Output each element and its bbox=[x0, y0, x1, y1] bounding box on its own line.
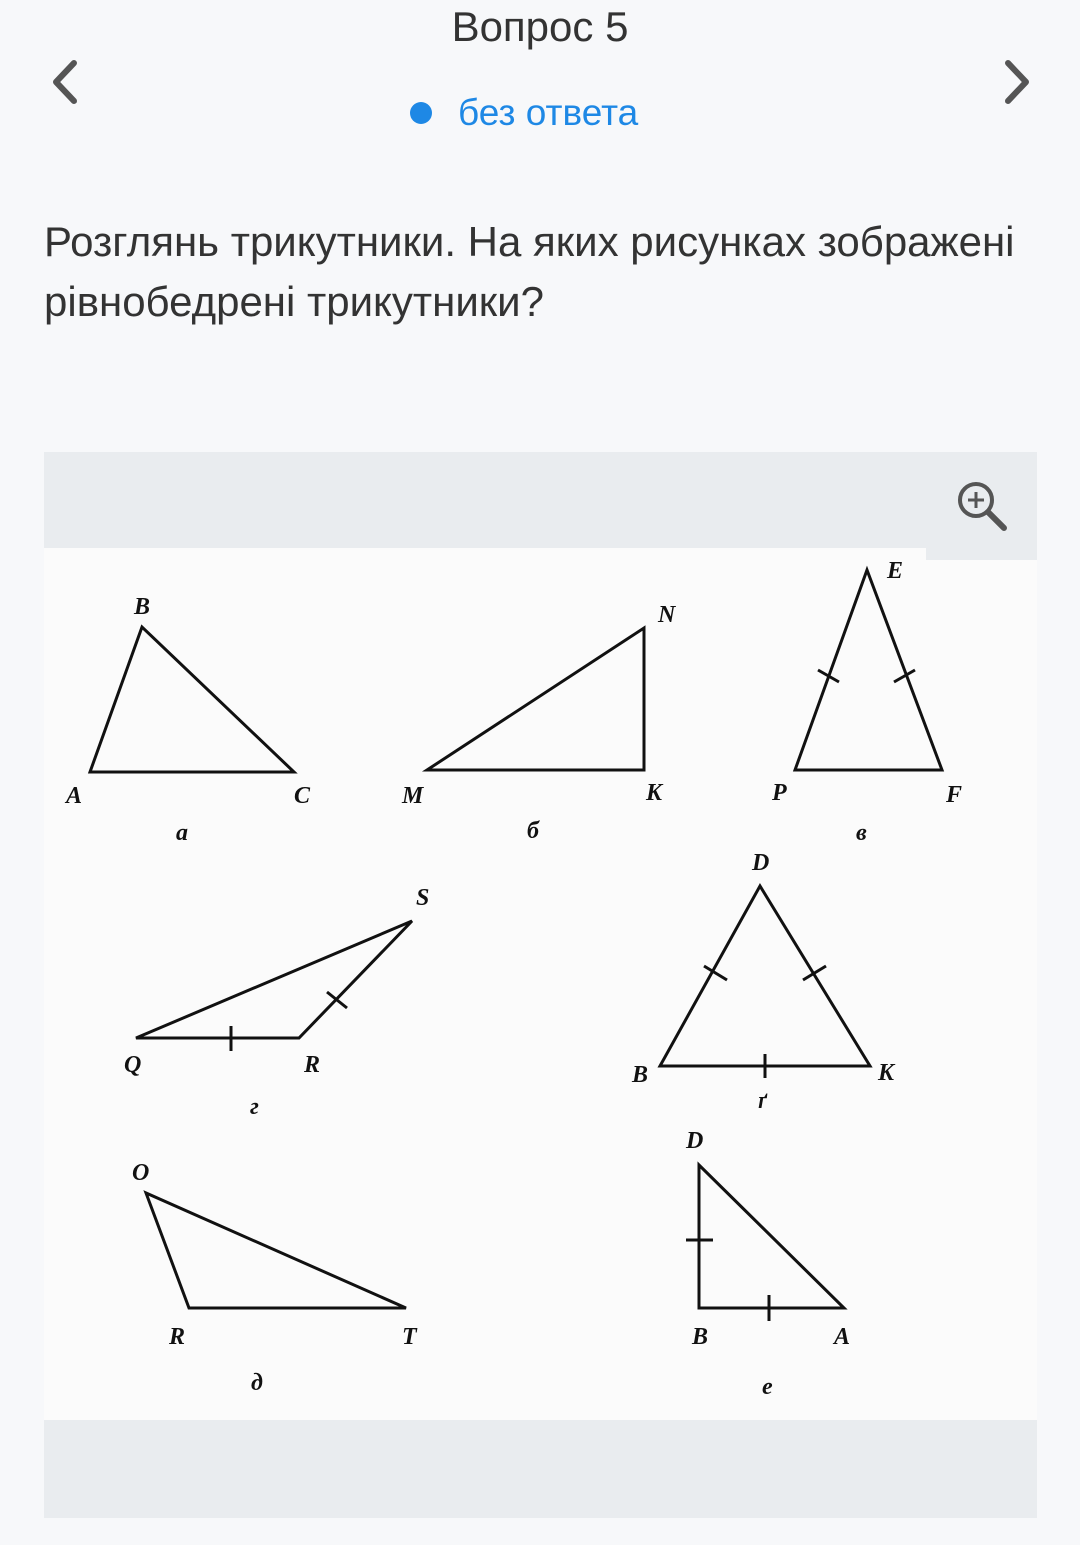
vertex-label: C bbox=[294, 783, 311, 809]
zoom-in-icon bbox=[954, 478, 1010, 534]
question-text: Розглянь трикутники. На яких рисунках зображені рівнобедрені трикутники? bbox=[44, 218, 1015, 325]
status-text: без ответа bbox=[458, 92, 639, 133]
figure-caption: д bbox=[251, 1370, 263, 1396]
vertex-label: S bbox=[416, 885, 430, 911]
vertex-label: B bbox=[692, 1324, 709, 1350]
figure-caption: е bbox=[762, 1374, 773, 1400]
triangle-g-prime bbox=[660, 886, 870, 1066]
vertex-label: D bbox=[752, 850, 770, 876]
vertex-label: T bbox=[402, 1324, 417, 1350]
chevron-right-icon bbox=[996, 57, 1036, 107]
triangle-a bbox=[90, 627, 294, 772]
vertex-label: A bbox=[834, 1324, 851, 1350]
answer-status bbox=[410, 88, 638, 138]
figure-caption: в bbox=[856, 820, 867, 846]
triangle-d bbox=[146, 1193, 406, 1308]
vertex-label: D bbox=[686, 1128, 704, 1154]
vertex-label: K bbox=[646, 780, 663, 806]
question-header bbox=[0, 0, 1080, 170]
triangle-e bbox=[699, 1165, 844, 1308]
next-question-button[interactable] bbox=[986, 52, 1046, 112]
vertex-label: N bbox=[658, 602, 676, 628]
figure-caption: б bbox=[527, 818, 539, 844]
vertex-label: B bbox=[632, 1062, 649, 1088]
triangle-v bbox=[795, 570, 942, 770]
vertex-label: F bbox=[946, 782, 963, 808]
vertex-label: B bbox=[134, 594, 151, 620]
triangle-b bbox=[427, 628, 644, 770]
triangles-drawing bbox=[44, 548, 1037, 1420]
vertex-label: E bbox=[887, 558, 904, 584]
vertex-label: O bbox=[132, 1160, 150, 1186]
chevron-left-icon bbox=[46, 57, 86, 107]
vertex-label: K bbox=[878, 1060, 895, 1086]
triangles-figure[interactable] bbox=[44, 548, 1037, 1420]
previous-question-button[interactable] bbox=[36, 52, 96, 112]
vertex-label: R bbox=[304, 1052, 321, 1078]
vertex-label: R bbox=[169, 1324, 186, 1350]
figure-caption: ґ bbox=[758, 1088, 767, 1114]
vertex-label: P bbox=[772, 780, 787, 806]
vertex-label: M bbox=[402, 783, 424, 809]
question-title: Вопрос 5 bbox=[451, 3, 629, 50]
vertex-label: Q bbox=[124, 1052, 142, 1078]
figure-caption: г bbox=[250, 1094, 259, 1120]
triangle-g bbox=[136, 921, 412, 1038]
figure-container bbox=[44, 452, 1037, 1518]
zoom-button[interactable] bbox=[926, 452, 1037, 560]
vertex-label: A bbox=[66, 783, 83, 809]
status-dot-icon bbox=[410, 102, 432, 124]
figure-caption: а bbox=[176, 820, 188, 846]
